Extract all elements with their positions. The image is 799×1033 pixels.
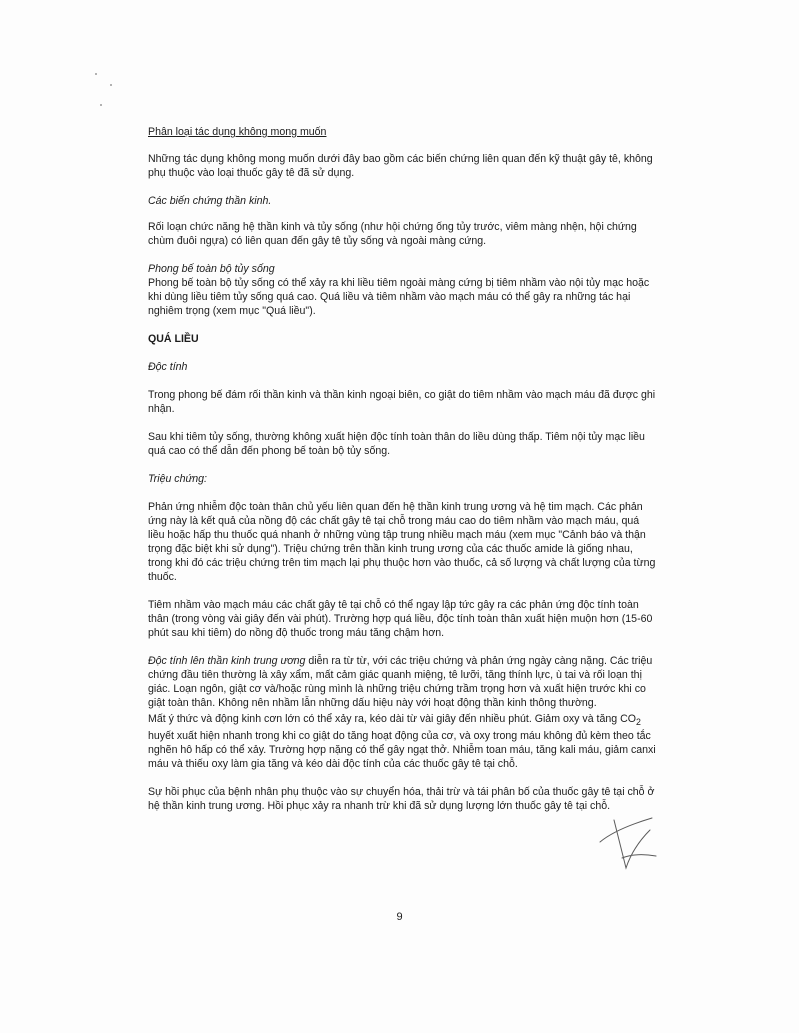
spinal-block-heading: Phong bế toàn bộ tủy sống xyxy=(148,263,275,275)
cns-toxicity-lead: Độc tính lên thần kinh trung ương xyxy=(148,655,306,667)
symptoms-heading: Triệu chứng: xyxy=(148,473,207,485)
document-body xyxy=(148,125,658,813)
neuro-paragraph: Rối loạn chức năng hệ thần kinh và tủy sống (như hội chứng ống tủy trước, viêm màng nhện, hội chứng chùm đuôi ngựa) có liên quan đến gây tê tủy sống và ngoài màng cứng. xyxy=(148,221,637,247)
section-title: Phân loại tác dụng không mong muốn xyxy=(148,126,327,138)
toxicity-paragraph-2: Sau khi tiêm tủy sống, thường không xuất hiện độc tính toàn thân do liều dùng thấp. Tiêm nội tủy mạc liều quá cao có thể dẫn đến phong bế toàn bộ tủy sống. xyxy=(148,431,645,457)
page-number: 9 xyxy=(396,911,403,923)
overdose-heading: QUÁ LIỀU xyxy=(148,333,199,345)
seizure-text-a: Mất ý thức và động kinh cơn lớn có thể xảy ra, kéo dài từ vài giây đến nhiều phút. Giảm oxy và tăng CO xyxy=(148,713,636,725)
symptoms-paragraph-2: Tiêm nhầm vào mạch máu các chất gây tê tại chỗ có thể ngay lập tức gây ra các phản ứng độc tính toàn thân (trong vòng vài giây đến vài phút). Trường hợp quá liều, độc tính toàn thân xuất hiện muộn hơn (15-60 phút sau khi tiêm) do nồng độ thuốc trong máu tăng chậm hơn. xyxy=(148,599,653,639)
scan-speck xyxy=(95,73,97,75)
toxicity-heading: Độc tính xyxy=(148,361,188,373)
cns-toxicity-text: diễn ra từ từ, với các triệu chứng và phản ứng ngày càng nặng. Các triệu chứng đầu tiên thường là xây xẩm, mất cảm giác quanh miệng, tê lưỡi, tăng thính lực, ù tai và rối loạn thị giác. Loạn ngôn, giật cơ và/hoặc rùng mình là những triệu chứng trầm trọng hơn và xuất hiện trước khi co giật toàn thân. Không nên nhầm lẫn những dấu hiệu này với hoạt động thần kinh thông thường. xyxy=(148,655,653,709)
intro-paragraph: Những tác dụng không mong muốn dưới đây bao gồm các biến chứng liên quan đến kỹ thuật gây tê, không phụ thuộc vào loại thuốc gây tê đã sử dụng. xyxy=(148,153,653,179)
recovery-paragraph: Sự hồi phục của bệnh nhân phụ thuộc vào sự chuyển hóa, thải trừ và tái phân bố của thuốc gây tê tại chỗ ở hệ thần kinh trung ương. Hồi phục xảy ra nhanh trừ khi đã sử dụng lượng lớn thuốc gây tê tại chỗ. xyxy=(148,786,655,813)
scan-speck xyxy=(110,84,112,86)
toxicity-paragraph-1: Trong phong bế đám rối thần kinh và thần kinh ngoại biên, co giật do tiêm nhầm vào mạch máu đã được ghi nhận. xyxy=(148,389,656,415)
co2-subscript: 2 xyxy=(635,717,641,728)
spinal-block-paragraph: Phong bế toàn bộ tủy sống có thể xảy ra khi liều tiêm ngoài màng cứng bị tiêm nhầm vào nội tủy mạc hoặc khi dùng liều tiêm tủy sống quá cao. Quá liều và tiêm nhầm vào mạch máu có thể gây ra những tác hại nghiêm trọng (xem mục "Quá liều"). xyxy=(148,277,650,317)
signature-mark xyxy=(592,812,664,874)
neuro-heading: Các biến chứng thần kinh. xyxy=(148,195,272,207)
seizure-paragraph xyxy=(148,712,658,771)
seizure-text-b: huyết xuất hiện nhanh trong khi co giật do tăng hoạt động của cơ, và oxy trong máu không đủ kèm theo tắc nghẽn hô hấp có thể xảy. Trường hợp nặng có thể gây ngạt thở. Nhiễm toan máu, tăng kali máu, giảm canxi máu và thiếu oxy làm gia tăng và kéo dài độc tính của các thuốc gây tê tại chỗ. xyxy=(148,730,656,771)
scan-speck xyxy=(100,104,102,106)
cns-toxicity-paragraph xyxy=(148,654,658,710)
symptoms-paragraph-1: Phản ứng nhiễm độc toàn thân chủ yếu liên quan đến hệ thần kinh trung ương và hệ tim mạch. Các phản ứng này là kết quả của nồng độ các chất gây tê tại chỗ trong máu cao do tiêm nhầm vào mạch máu, quá liều hoặc hấp thu thuốc quá nhanh ở những vùng tập trung nhiều mạch máu (xem mục "Cảnh báo và thận trọng đặc biệt khi sử dụng"). Triệu chứng trên thần kinh trung ương của các thuốc amide là giống nhau, trong khi đó các triệu chứng trên tim mạch lại phụ thuộc hơn vào thuốc, cả số lượng và chất lượng của từng thuốc. xyxy=(148,501,656,583)
